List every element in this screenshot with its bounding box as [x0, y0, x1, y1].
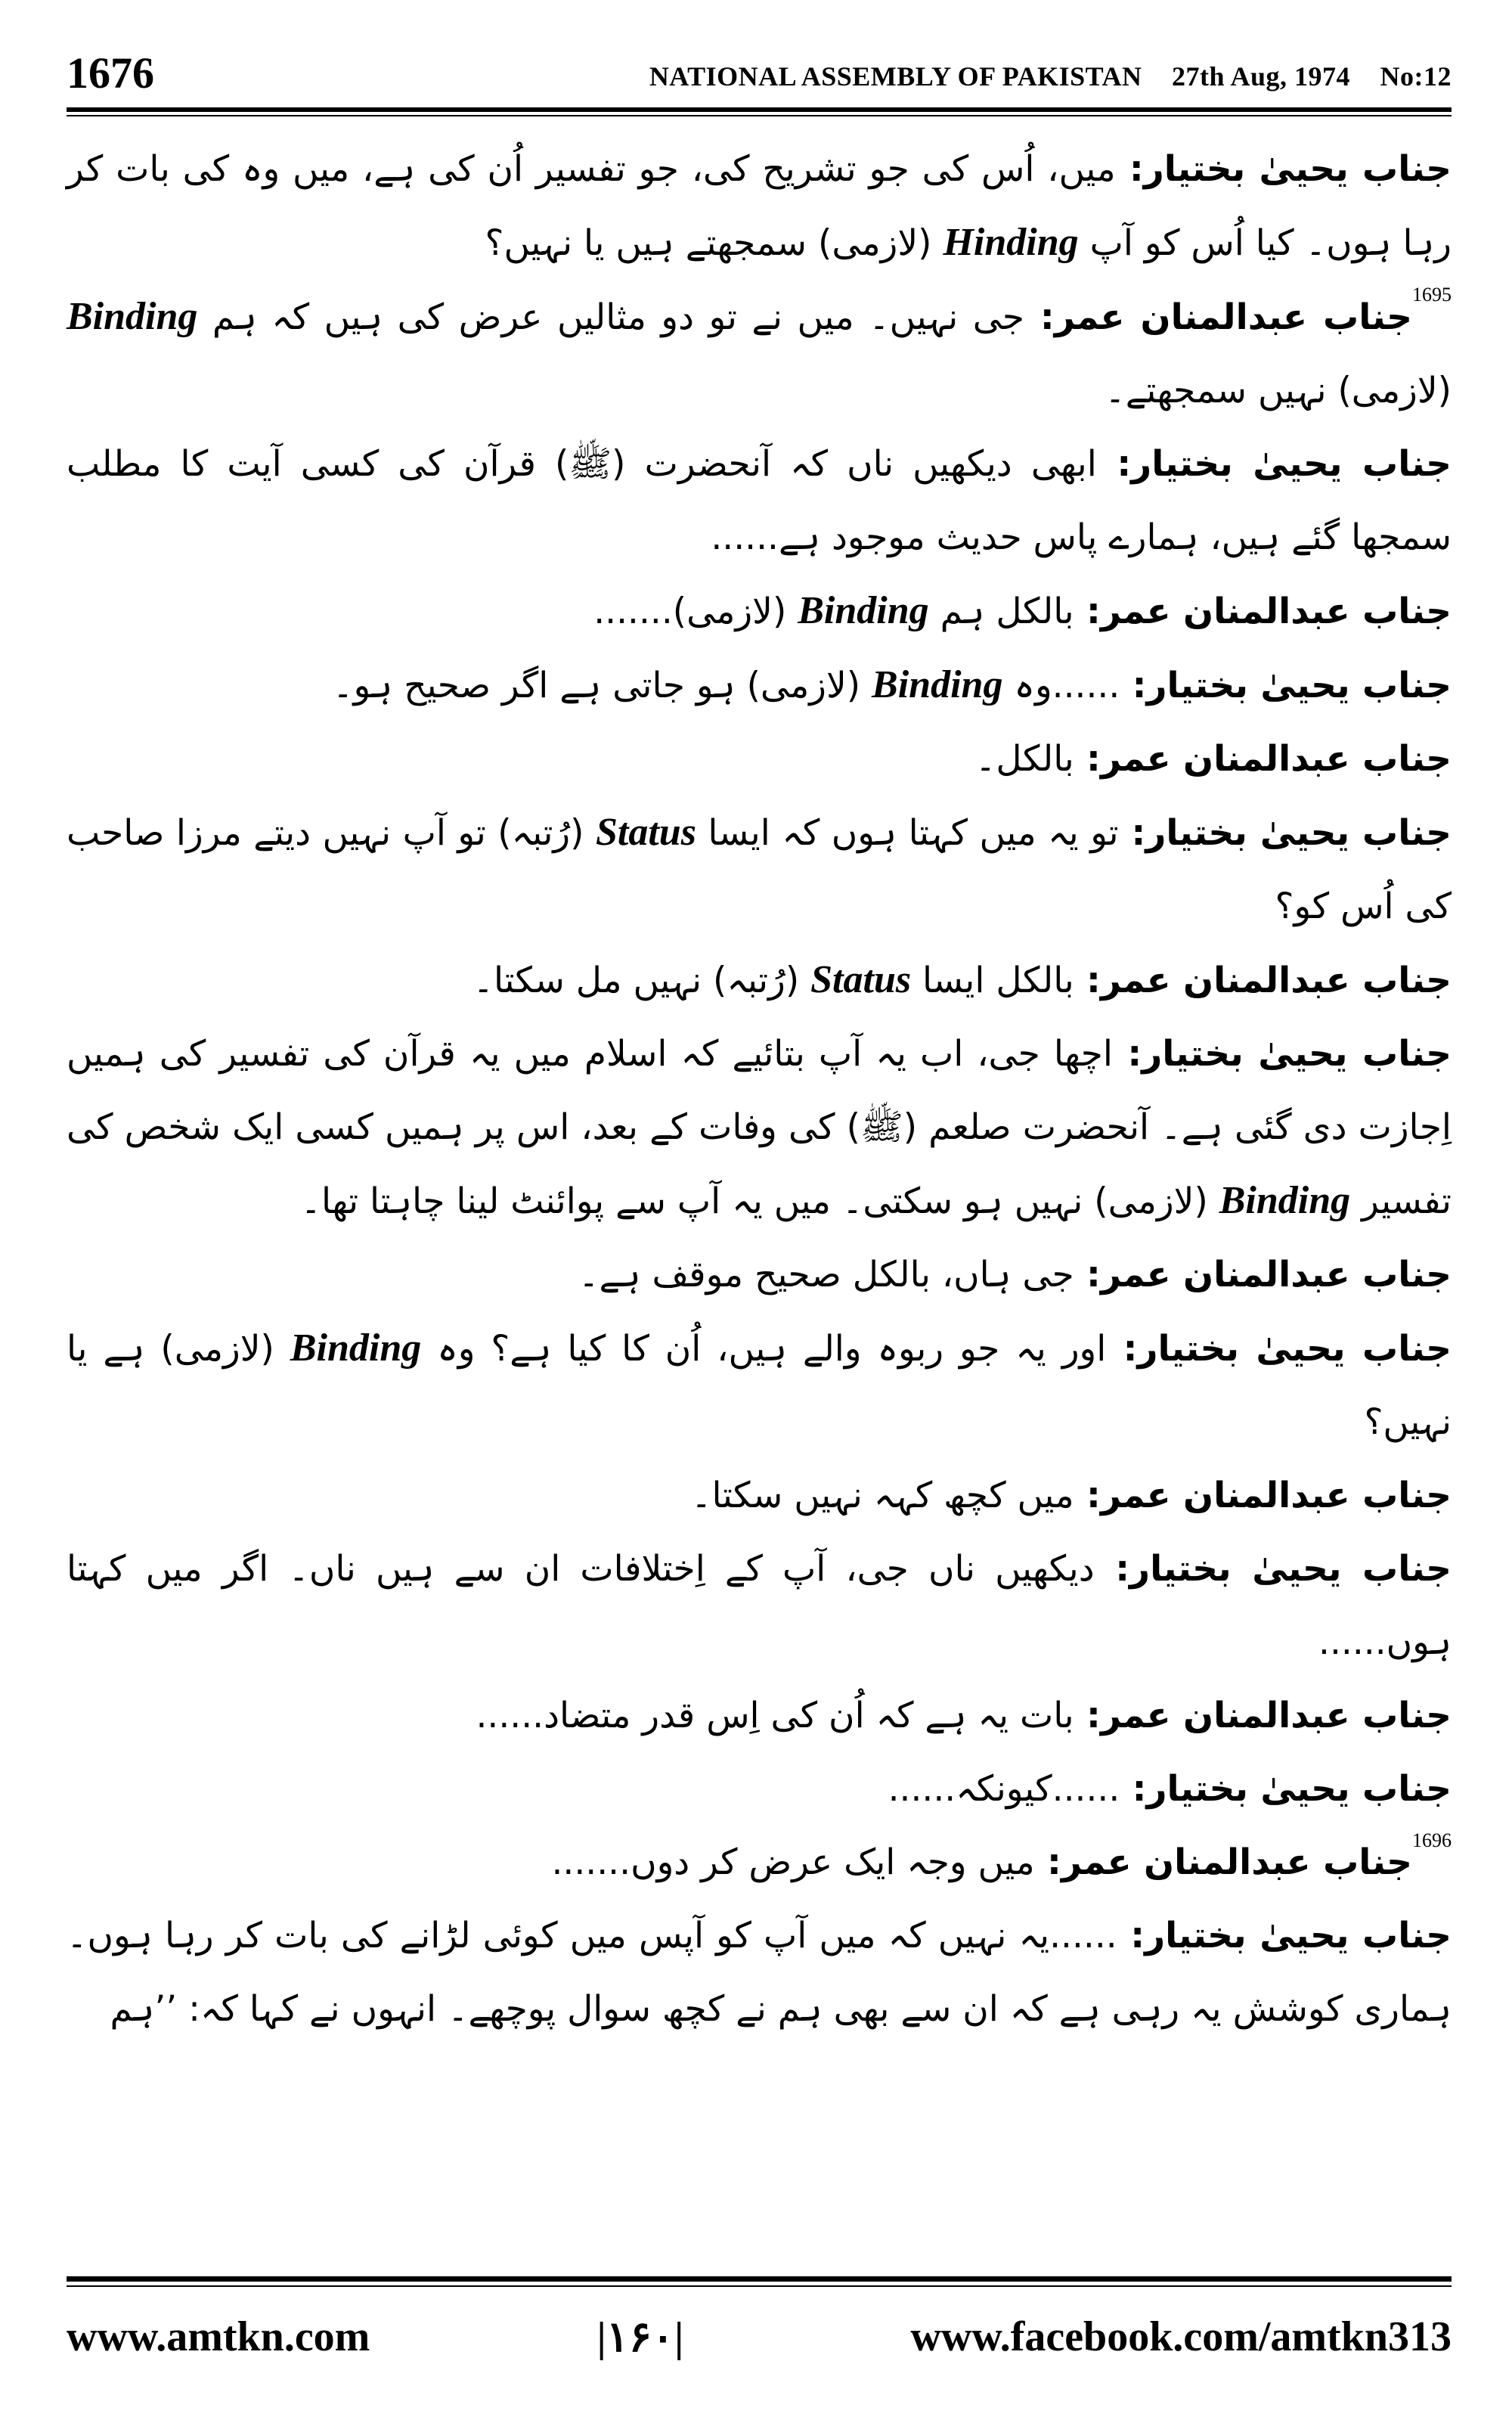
english-term: Status [595, 811, 696, 854]
english-term: Binding [872, 663, 1003, 706]
speaker-name: جناب یحییٰ بختیار : [1095, 1548, 1452, 1590]
speaker-name: جناب یحییٰ بختیار : [1120, 1768, 1452, 1810]
transcript-paragraph [67, 1679, 1452, 1752]
speech-text: (رُتبہ) نہیں مل سکتا۔ [472, 960, 811, 1001]
transcript-paragraph [67, 1238, 1452, 1311]
english-term: Binding [67, 295, 198, 338]
transcript-paragraph [67, 796, 1452, 943]
speaker-name: جناب عبدالمنان عمر : [1074, 960, 1452, 1001]
footnote-marker: 1695 [1411, 284, 1452, 306]
speech-text: (لازمی) نہیں سمجھتے۔ [1105, 370, 1452, 411]
page-footer [67, 2299, 1452, 2375]
speaker-name: جناب یحییٰ بختیار : [1120, 665, 1452, 706]
speech-text: ......کیونکہ...... [888, 1768, 1120, 1810]
speech-text: بالکل ایسا [911, 960, 1074, 1001]
speech-text: جی نہیں۔ میں نے تو دو مثالیں عرض کی ہیں کہ ہم [197, 296, 1024, 338]
speech-text: (لازمی) سمجھتے ہیں یا نہیں؟ [485, 222, 943, 264]
transcript-paragraph [67, 648, 1452, 722]
speaker-name: جناب عبدالمنان عمر : [1074, 591, 1452, 632]
publication-title: NATIONAL ASSEMBLY OF PAKISTAN [649, 61, 1142, 92]
page-number: 1676 [67, 48, 154, 98]
speaker-name: جناب یحییٰ بختیار : [1106, 1328, 1452, 1370]
speaker-name: جناب عبدالمنان عمر : [1074, 1475, 1452, 1516]
transcript-paragraph [67, 280, 1452, 427]
speaker-name: جناب عبدالمنان عمر : [1074, 1695, 1452, 1736]
speech-text: ابھی دیکھیں ناں کہ آنحضرت (ﷺ) قرآن کی کسی آیت کا مطلب سمجھا گئے ہیں، ہمارے پاس حدیث موجود ہے...... [67, 443, 1452, 558]
speech-text: میں، اُس کی جو تشریح کی، جو تفسیر اُن کی ہے، میں وہ کی بات کر رہا ہوں۔ کیا اُس کو آپ [67, 148, 1452, 264]
speaker-name: جناب یحییٰ بختیار : [1117, 1915, 1452, 1956]
transcript-paragraph [67, 132, 1452, 280]
footer-rule [67, 2276, 1452, 2282]
speech-text: اچھا جی، اب یہ آپ بتائیے کہ اسلام میں یہ قرآن کی تفسیر کی ہمیں اِجازت دی گئی ہے۔ آنحضرت صلعم (ﷺ) کی وفات کے بعد، اس پر ہمیں کسی ایک شخص کی تفسیر [67, 1033, 1452, 1222]
speaker-name: جناب عبدالمنان عمر : [1035, 1841, 1412, 1883]
header-rule-thin [67, 115, 1452, 116]
speech-text: ......وہ [1002, 665, 1120, 706]
speech-text: میں وجہ ایک عرض کر دوں....... [551, 1841, 1035, 1883]
transcript-paragraph [67, 1826, 1452, 1899]
speaker-name: جناب یحییٰ بختیار : [1097, 443, 1452, 485]
english-term: Binding [798, 589, 929, 632]
speaker-name: جناب یحییٰ بختیار : [1116, 148, 1452, 190]
issue-number: No:12 [1380, 61, 1452, 92]
transcript-paragraph [67, 1899, 1452, 2046]
transcript-body [67, 132, 1452, 2265]
speech-text: (لازمی) ہے یا نہیں؟ [67, 1328, 1452, 1443]
page-header [67, 23, 1452, 98]
website-link[interactable]: www.amtkn.com [67, 2313, 370, 2360]
transcript-paragraph [67, 943, 1452, 1017]
speech-text: جی ہاں، بالکل صحیح موقف ہے۔ [578, 1254, 1074, 1295]
speaker-name: جناب یحییٰ بختیار : [1113, 1033, 1452, 1075]
speech-text: (لازمی)....... [593, 591, 798, 632]
footnote-marker: 1696 [1412, 1829, 1452, 1851]
speech-text: تو یہ میں کہتا ہوں کہ ایسا [696, 812, 1119, 854]
english-term: Status [810, 958, 912, 1001]
transcript-paragraph [67, 722, 1452, 796]
speaker-name: جناب عبدالمنان عمر : [1074, 738, 1452, 780]
speaker-name: جناب یحییٰ بختیار : [1119, 812, 1452, 854]
transcript-paragraph [67, 1017, 1452, 1238]
transcript-paragraph [67, 427, 1452, 574]
speech-text: (لازمی) نہیں ہو سکتی۔ میں یہ آپ سے پوائنٹ لینا چاہتا تھا۔ [300, 1181, 1219, 1222]
speech-text: میں کچھ کہہ نہیں سکتا۔ [690, 1475, 1074, 1516]
footer-rule-thin [67, 2285, 1452, 2287]
book-page-number: |۱۶۰| [596, 2313, 684, 2361]
transcript-paragraph [67, 1532, 1452, 1679]
transcript-paragraph [67, 1752, 1452, 1826]
speech-text: (رُتبہ) تو آپ نہیں دیتے مرزا صاحب کی اُس کو؟ [67, 812, 1452, 927]
speech-text: بات یہ ہے کہ اُن کی اِس قدر متضاد...... [476, 1695, 1074, 1736]
english-term: Binding [1219, 1179, 1351, 1222]
speech-text: اور یہ جو ربوہ والے ہیں، اُن کا کیا ہے؟ وہ [421, 1328, 1107, 1370]
header-rule [67, 107, 1452, 112]
speech-text: ......یہ نہیں کہ میں آپ کو آپس میں کوئی لڑانے کی بات کر رہا ہوں۔ ہماری کوشش یہ رہی ہے کہ ان سے بھی ہم نے کچھ سوال پوچھے۔ انہوں نے کہا کہ: ’’ہم [67, 1915, 1452, 2030]
speech-text: بالکل۔ [974, 738, 1074, 780]
session-date: 27th Aug, 1974 [1171, 61, 1350, 92]
speaker-name: جناب عبدالمنان عمر : [1074, 1254, 1452, 1295]
header-info [627, 60, 1452, 98]
speech-text: بالکل ہم [928, 591, 1074, 632]
facebook-link[interactable]: www.facebook.com/amtkn313 [910, 2313, 1452, 2360]
speech-text: (لازمی) ہو جاتی ہے اگر صحیح ہو۔ [332, 665, 872, 706]
speaker-name: جناب عبدالمنان عمر : [1024, 296, 1412, 338]
transcript-paragraph [67, 1311, 1452, 1459]
english-term: Binding [290, 1326, 422, 1370]
transcript-paragraph [67, 1459, 1452, 1532]
english-term: Hinding [943, 221, 1079, 264]
transcript-paragraph [67, 574, 1452, 648]
speech-text: دیکھیں ناں جی، آپ کے اِختلافات ان سے ہیں ناں۔ اگر میں کہتا ہوں...... [67, 1548, 1452, 1663]
